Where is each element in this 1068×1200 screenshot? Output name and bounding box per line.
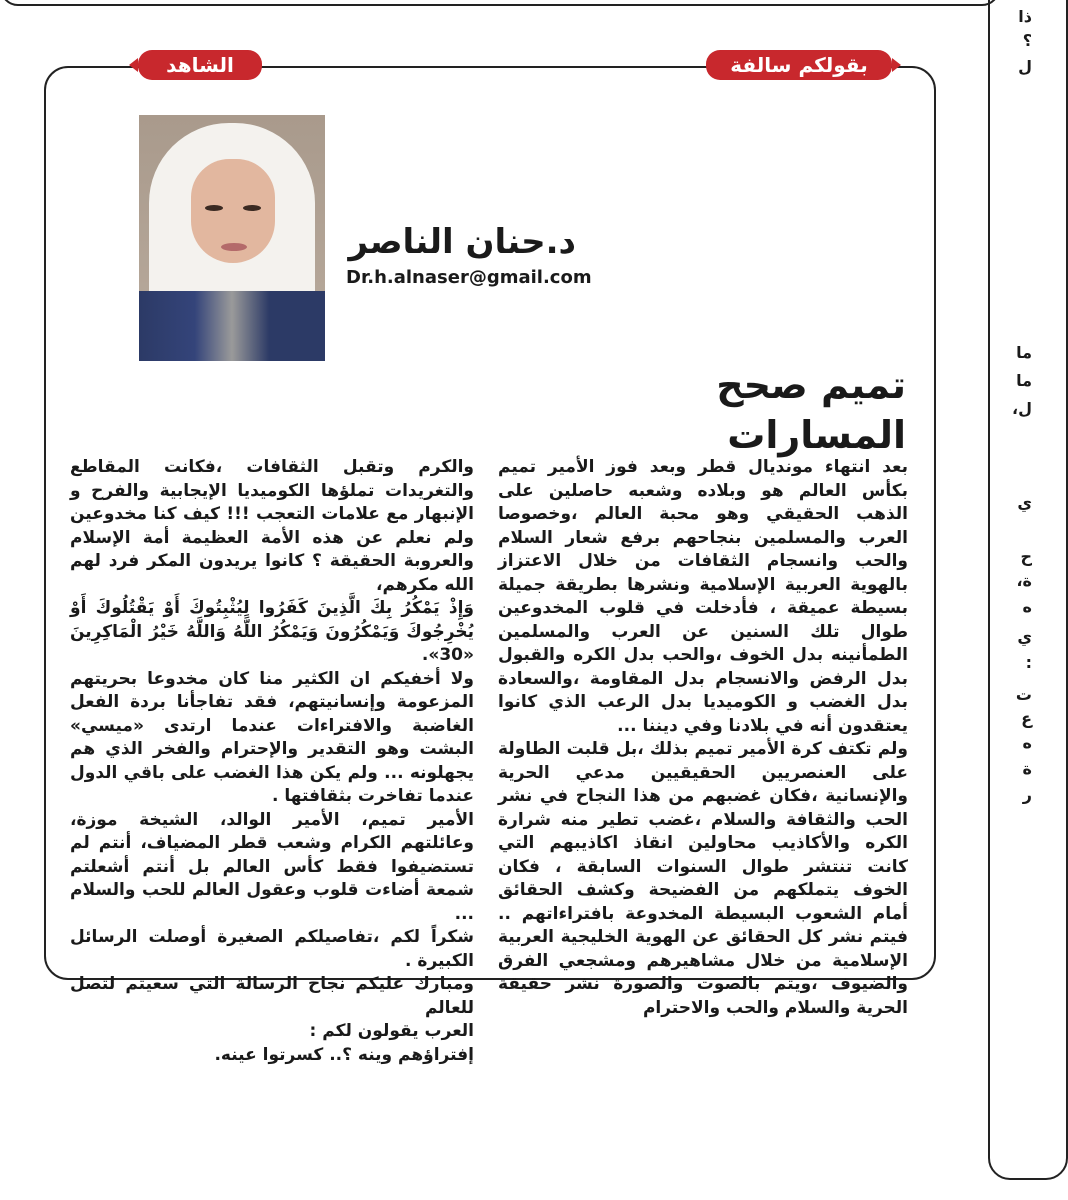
adjacent-fragment: ل، — [1012, 399, 1032, 418]
article-paragraph: بعد انتهاء مونديال قطر وبعد فوز الأمير تميم بكأس العالم هو وبلاده وشعبه حاصلين على الذهب الحقيقي وهو محبة العالم ،وخصوصا العرب والمسلمين بنجاحهم برفع شعار السلام والحب وانسجام الثقافات من خلال الاعتزاز بالهوية العربية الإسلامية ونشرها بطريقة جميلة بسيطة عميقة ، فأدخلت في قلوب المخدوعين طوال تلك السنين عن العرب والمسلمين الطمأنينه بدل الخوف ،والحب بدل الكره والقبول بدل الرفض والانسجام بدل المقاومة ،والسعادة بدل الغضب و الكوميديا بدل الرعب الذي كانوا يعتقدون أنه في بلادنا وفي ديننا ... — [498, 457, 908, 736]
previous-article-frame — [0, 0, 1000, 6]
author-name: د.حنان الناصر — [348, 222, 576, 262]
article-paragraph: والكرم وتقبل الثقافات ،فكانت المقاطع والتغريدات تملؤها الكوميديا الإيجابية والفرح و الإنبهار مع علامات التعجب !!! كيف كنا مخدوعين ولم نعلم عن هذه الأمة العظيمة أمة الإسلام والعروبة الحقيقة ؟ كانوا يريدون المكر فرد لهم الله مكرهم، — [70, 457, 474, 595]
adjacent-fragment: ي — [1017, 627, 1032, 646]
adjacent-fragment: ل — [1018, 57, 1032, 76]
adjacent-fragment: ه — [1022, 597, 1032, 616]
adjacent-fragment: ع — [1021, 709, 1032, 728]
article-headline: تميم صحح المسارات — [716, 363, 906, 457]
article-paragraph: ولا أخفيكم ان الكثير منا كان مخدوعا بحريتهم المزعومة وإنسانيتهم، فقد تفاجأنا بردة الفعل الغاضبة والافتراءات عندما ارتدى «ميسي» البشت وهو التقدير والإحترام والفخر الذي هم يجهلونه ... ولم يكن هذا الغضب على باقي الدول عندما تفاخرت بثقافتها . — [70, 668, 474, 806]
article-paragraph: شكراً لكم ،تفاصيلكم الصغيرة أوصلت الرسائل الكبيرة . — [70, 927, 474, 971]
adjacent-fragment: ح — [1020, 547, 1032, 566]
adjacent-fragment: ما — [1016, 343, 1032, 362]
category-badge-arrow — [129, 58, 138, 72]
column-name-badge: بقولكم سالفة — [706, 50, 892, 80]
author-email: Dr.h.alnaser@gmail.com — [346, 267, 592, 288]
article-paragraph: ومبارك عليكم نجاح الرسالة التي سعيتم لتصل للعالم — [70, 974, 474, 1018]
category-badge: الشاهد — [138, 50, 262, 80]
adjacent-fragment: ذا — [1018, 7, 1032, 26]
article-column-right — [498, 456, 908, 1020]
adjacent-fragment: ة — [1022, 759, 1032, 778]
adjacent-fragment: ة، — [1016, 571, 1032, 590]
adjacent-fragment: : — [1025, 653, 1032, 672]
adjacent-fragment: ما — [1016, 371, 1032, 390]
adjacent-fragment: ؟ — [1022, 31, 1032, 50]
adjacent-fragment: ت — [1015, 685, 1032, 704]
quran-verse: وَإِذْ يَمْكُرُ بِكَ الَّذِينَ كَفَرُوا لِيُثْبِتُوكَ أَوْ يَقْتُلُوكَ أَوْ يُخْرِجُوكَ وَيَمْكُرُونَ وَيَمْكُرُ اللَّهُ وَاللَّهُ خَيْرُ الْمَاكِرِينَ «30». — [70, 598, 474, 665]
author-photo — [139, 115, 325, 351]
column-badge-arrow — [892, 58, 901, 72]
article-paragraph: العرب يقولون لكم : — [309, 1021, 474, 1041]
adjacent-fragment: ر — [1022, 785, 1032, 804]
article-column-left — [70, 456, 474, 1067]
article-closing-line: إفتراؤهم وينه ؟.. كسرتوا عينه. — [214, 1044, 474, 1065]
adjacent-fragment: ي — [1017, 493, 1032, 512]
adjacent-article-text — [1012, 0, 1032, 1200]
article-paragraph: الأمير تميم، الأمير الوالد، الشيخة موزة، وعائلتهم الكرام وشعب قطر المضياف، أنتم لم تستضيفوا فقط كأس العالم بل أنتم أشعلتم شمعة أضاءت قلوب وعقول العالم للحب والسلام ... — [70, 809, 474, 924]
adjacent-fragment: ه — [1022, 733, 1032, 752]
article-paragraph: ولم تكتف كرة الأمير تميم بذلك ،بل قلبت الطاولة على العنصريين الحقيقيين مدعي الحرية والإنسانية ،فكان غضبهم من هذا النجاح في نشر الحب والثقافة والسلام ،غضب تطير منه شرارة الكره والأكاذيب محاولين انقاذ اكاذيبهم التي كانت تنتشر طوال السنوات السابقة ، فكان الخوف يتملكهم من الفضيحة وكشف الحقائق أمام الشعوب البسيطة المخدوعة بافتراءاتهم .. فيتم نشر كل الحقائق عن الهوية الخليجية العربية الإسلامية من خلال مشاهيرهم ومشجعي الفرق والضيوف ،ويتم بالصوت والصورة نشر حقيقة الحرية والسلام والحب والاحترام — [498, 739, 908, 1018]
